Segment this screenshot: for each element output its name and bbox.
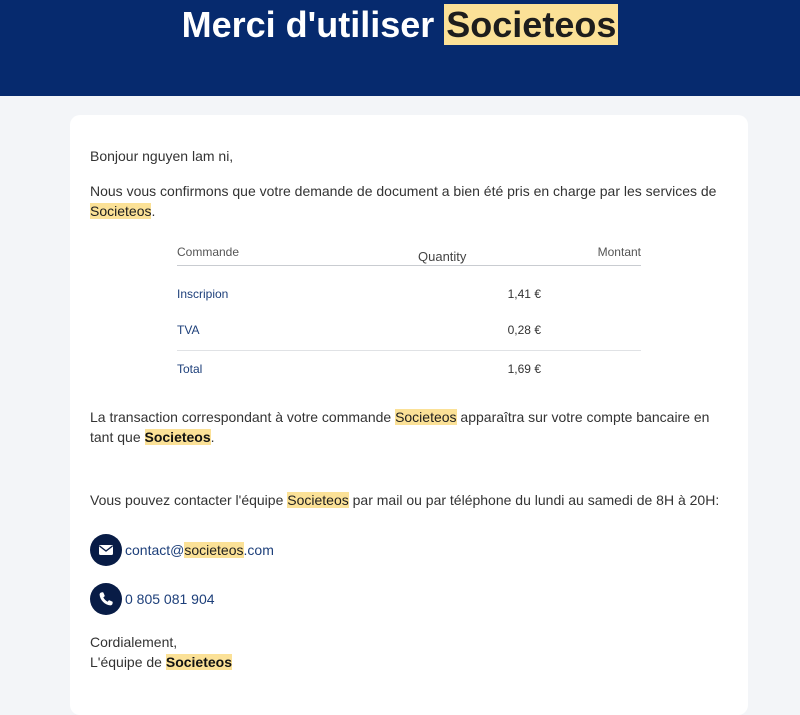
phone-contact-row: [90, 583, 290, 615]
column-header-montant: Montant: [597, 245, 641, 259]
envelope-icon: [90, 534, 122, 566]
transaction-text-2: apparaîtra sur votre compte bancaire en tant que: [90, 409, 710, 445]
table-row-total-label: Total: [177, 362, 203, 376]
brand-highlight: Societeos: [287, 492, 349, 508]
greeting-text: Bonjour nguyen lam ni,: [90, 148, 234, 164]
table-row-name: Inscripion: [177, 287, 229, 301]
column-header-quantity: Quantity: [418, 249, 467, 264]
column-header-commande: Commande: [177, 245, 240, 259]
transaction-end: .: [210, 429, 215, 445]
signature-line: [90, 652, 730, 672]
table-header-divider: [177, 265, 641, 266]
transaction-text: La transaction correspondant à votre commande: [90, 409, 396, 425]
transaction-paragraph: [90, 407, 730, 447]
contact-intro-paragraph: [90, 490, 730, 510]
table-total-divider: [177, 350, 641, 351]
email-link[interactable]: [125, 541, 274, 559]
email-header: [0, 0, 800, 96]
brand-highlight-bold: Societeos: [165, 654, 232, 670]
header-brand-highlight: Societeos: [446, 4, 617, 45]
brand-highlight-bold: Societeos: [144, 429, 211, 445]
header-title: [0, 2, 800, 48]
table-row-amount: 0,28 €: [507, 323, 541, 337]
confirmation-end: .: [151, 203, 156, 219]
table-row-name: TVA: [177, 323, 200, 337]
confirmation-paragraph: [90, 181, 730, 221]
phone-link[interactable]: 0 805 081 904: [125, 591, 215, 607]
header-title-text: Merci d'utiliser: [181, 4, 445, 45]
confirmation-text: Nous vous confirmons que votre demande de document a bien été pris en charge par les services de: [90, 183, 717, 199]
email-contact-row: [90, 534, 290, 566]
brand-highlight: Societeos: [395, 409, 457, 425]
signature-text: L'équipe de: [90, 654, 166, 670]
email-prefix: contact@: [125, 542, 185, 558]
contact-intro-text-2: par mail ou par téléphone du lundi au samedi de 8H à 20H:: [348, 492, 720, 508]
closing-line: Cordialement,: [90, 634, 178, 650]
contact-intro-text: Vous pouvez contacter l'équipe: [90, 492, 288, 508]
email-brand-highlight: societeos: [184, 542, 244, 558]
phone-icon: [90, 583, 122, 615]
closing-signature: [90, 632, 730, 672]
table-row-total-amount: 1,69 €: [507, 362, 541, 376]
email-suffix: .com: [243, 542, 274, 558]
table-row-amount: 1,41 €: [507, 287, 541, 301]
brand-highlight: Societeos: [90, 203, 152, 219]
